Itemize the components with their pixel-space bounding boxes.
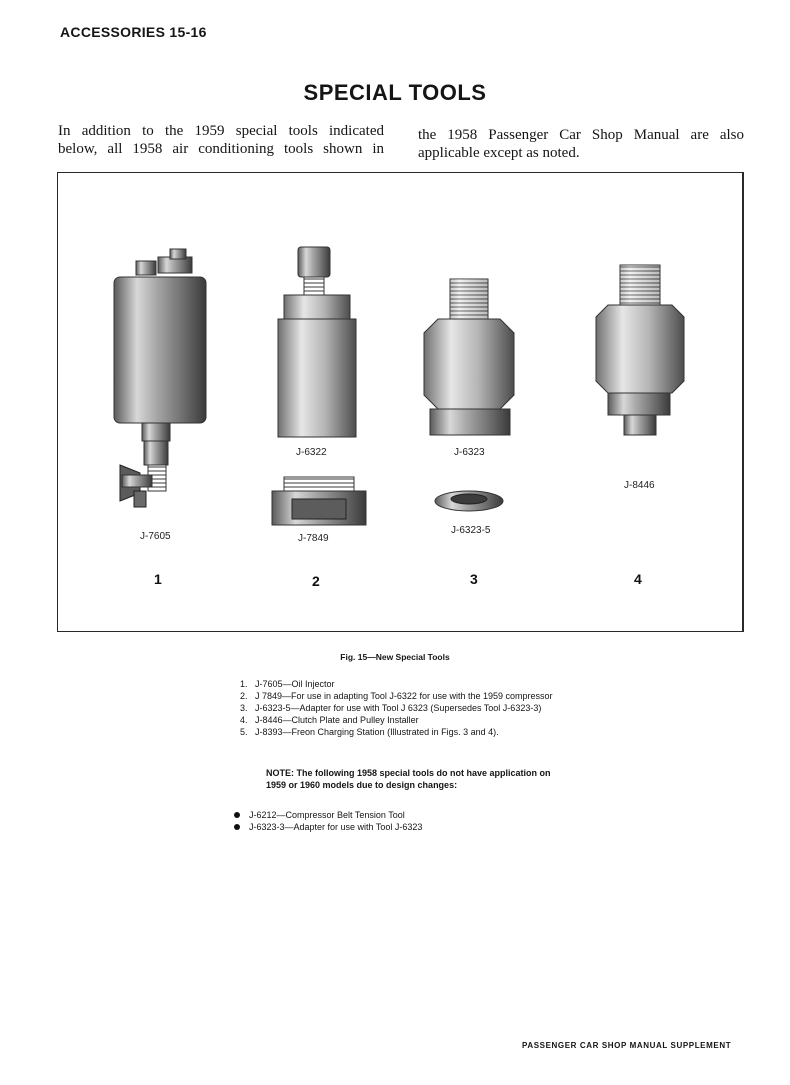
page-header: ACCESSORIES 15-16	[60, 24, 207, 40]
intro-line: In addition to the 1959 special tools indicated	[58, 123, 384, 139]
legend-item	[240, 690, 570, 702]
tool-j6323-5	[435, 491, 503, 511]
label-j6322: J-6322	[296, 447, 327, 458]
page-footer: PASSENGER CAR SHOP MANUAL SUPPLEMENT	[522, 1041, 732, 1050]
label-j8446: J-8446	[624, 480, 655, 491]
bullet-text: J-6323-3—Adapter for use with Tool J-6323	[249, 822, 423, 832]
intro-line: applicable except as noted.	[418, 145, 580, 161]
legend-number: 5.	[240, 727, 248, 737]
intro-line: the 1958 Passenger Car Shop Manual are also	[418, 127, 744, 143]
tool-j7849	[272, 477, 366, 525]
legend-text: J 7849—For use in adapting Tool J-6322 for use with the 1959 compressor	[255, 691, 553, 701]
label-j6323: J-6323	[454, 447, 485, 458]
bullet-dot-icon	[234, 812, 240, 818]
intro-line: below, all 1958 air conditioning tools shown in	[58, 141, 384, 157]
oil-injector-tool	[114, 249, 206, 507]
intro-left-column	[58, 122, 384, 158]
tool-j8446	[596, 265, 684, 435]
bullet-item	[234, 809, 422, 821]
figure-number-2: 2	[312, 573, 320, 589]
note-text: NOTE: The following 1958 special tools do not have application on 1959 or 1960 models due to design changes:	[266, 768, 551, 790]
figure-number-4: 4	[634, 571, 642, 587]
bullet-text: J-6212—Compressor Belt Tension Tool	[249, 810, 405, 820]
page-title: SPECIAL TOOLS	[303, 80, 487, 105]
legend-list	[240, 678, 570, 738]
label-j7605: J-7605	[140, 531, 171, 542]
legend-text: J-6323-5—Adapter for use with Tool J 6323 (Supersedes Tool J-6323-3)	[255, 703, 542, 713]
legend-text: J-7605—Oil Injector	[255, 679, 335, 689]
figure-number-3: 3	[470, 571, 478, 587]
intro-right-column	[418, 126, 744, 162]
tool-j6322	[278, 247, 356, 437]
legend-number: 4.	[240, 715, 248, 725]
legend-item	[240, 702, 570, 714]
figure-number-1: 1	[154, 571, 162, 587]
figure-caption: Fig. 15—New Special Tools	[340, 652, 450, 662]
tool-j6323	[424, 279, 514, 435]
legend-item	[240, 714, 570, 726]
legend-number: 3.	[240, 703, 248, 713]
legend-text: J-8393—Freon Charging Station (Illustrated in Figs. 3 and 4).	[255, 727, 499, 737]
tools-illustration	[58, 173, 745, 633]
label-j7849: J-7849	[298, 533, 329, 544]
legend-item	[240, 726, 570, 738]
legend-item	[240, 678, 570, 690]
obsolete-tools-list	[234, 809, 422, 833]
legend-number: 2.	[240, 691, 248, 701]
figure-frame	[57, 172, 744, 632]
legend-number: 1.	[240, 679, 248, 689]
label-j6323-5: J-6323-5	[451, 525, 491, 536]
bullet-dot-icon	[234, 824, 240, 830]
bullet-item	[234, 821, 422, 833]
legend-text: J-8446—Clutch Plate and Pulley Installer	[255, 715, 419, 725]
